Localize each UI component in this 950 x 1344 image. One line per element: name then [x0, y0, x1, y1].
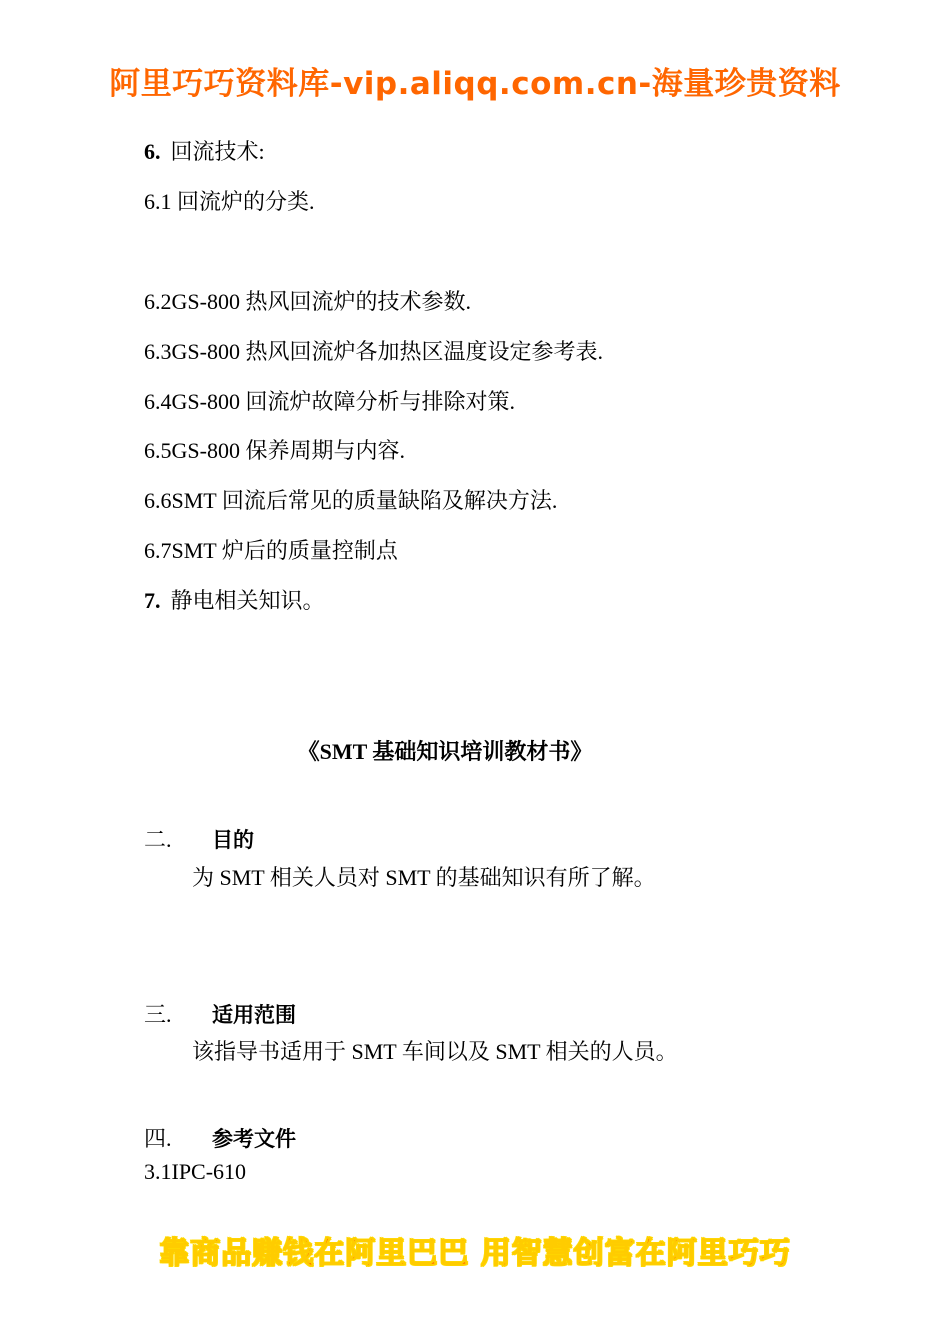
section-heading-references	[144, 1122, 296, 1153]
section-title: 适用范围	[212, 1003, 296, 1027]
toc-subitem: 6.7SMT 炉后的质量控制点	[144, 538, 398, 563]
toc-subitem: 6.5GS-800 保养周期与内容.	[144, 438, 405, 463]
toc-item-6	[144, 135, 265, 166]
section-body-scope: 该指导书适用于 SMT 车间以及 SMT 相关的人员。	[192, 1039, 678, 1064]
section-body-purpose: 为 SMT 相关人员对 SMT 的基础知识有所了解。	[192, 865, 656, 890]
toc-item-label: 静电相关知识。	[170, 588, 325, 613]
toc-subitem: 6.4GS-800 回流炉故障分析与排除对策.	[144, 389, 515, 414]
toc-item-number: 6.	[144, 139, 161, 164]
section-title: 目的	[212, 828, 254, 852]
section-heading-scope	[144, 998, 296, 1029]
footer-banner: 靠商品赚钱在阿里巴巴 用智慧创富在阿里巧巧	[159, 1236, 791, 1271]
section-number: 二.	[144, 827, 172, 852]
section-title: 参考文件	[212, 1127, 296, 1151]
section-number: 四.	[144, 1126, 172, 1151]
document-title: 《SMT 基础知识培训教材书》	[297, 739, 593, 764]
section-body-references: 3.1IPC-610	[144, 1159, 247, 1184]
header-banner: 阿里巧巧资料库-vip.aliqq.com.cn-海量珍贵资料	[109, 66, 841, 102]
toc-subitem: 6.3GS-800 热风回流炉各加热区温度设定参考表.	[144, 339, 603, 364]
toc-item-label: 回流技术:	[170, 139, 265, 164]
toc-subitem: 6.2GS-800 热风回流炉的技术参数.	[144, 289, 471, 314]
toc-item-7	[144, 584, 325, 615]
section-number: 三.	[144, 1002, 172, 1027]
toc-item-number: 7.	[144, 588, 161, 613]
toc-subitem: 6.6SMT 回流后常见的质量缺陷及解决方法.	[144, 488, 558, 513]
section-heading-purpose	[144, 823, 254, 854]
toc-subitem: 6.1 回流炉的分类.	[144, 189, 315, 214]
